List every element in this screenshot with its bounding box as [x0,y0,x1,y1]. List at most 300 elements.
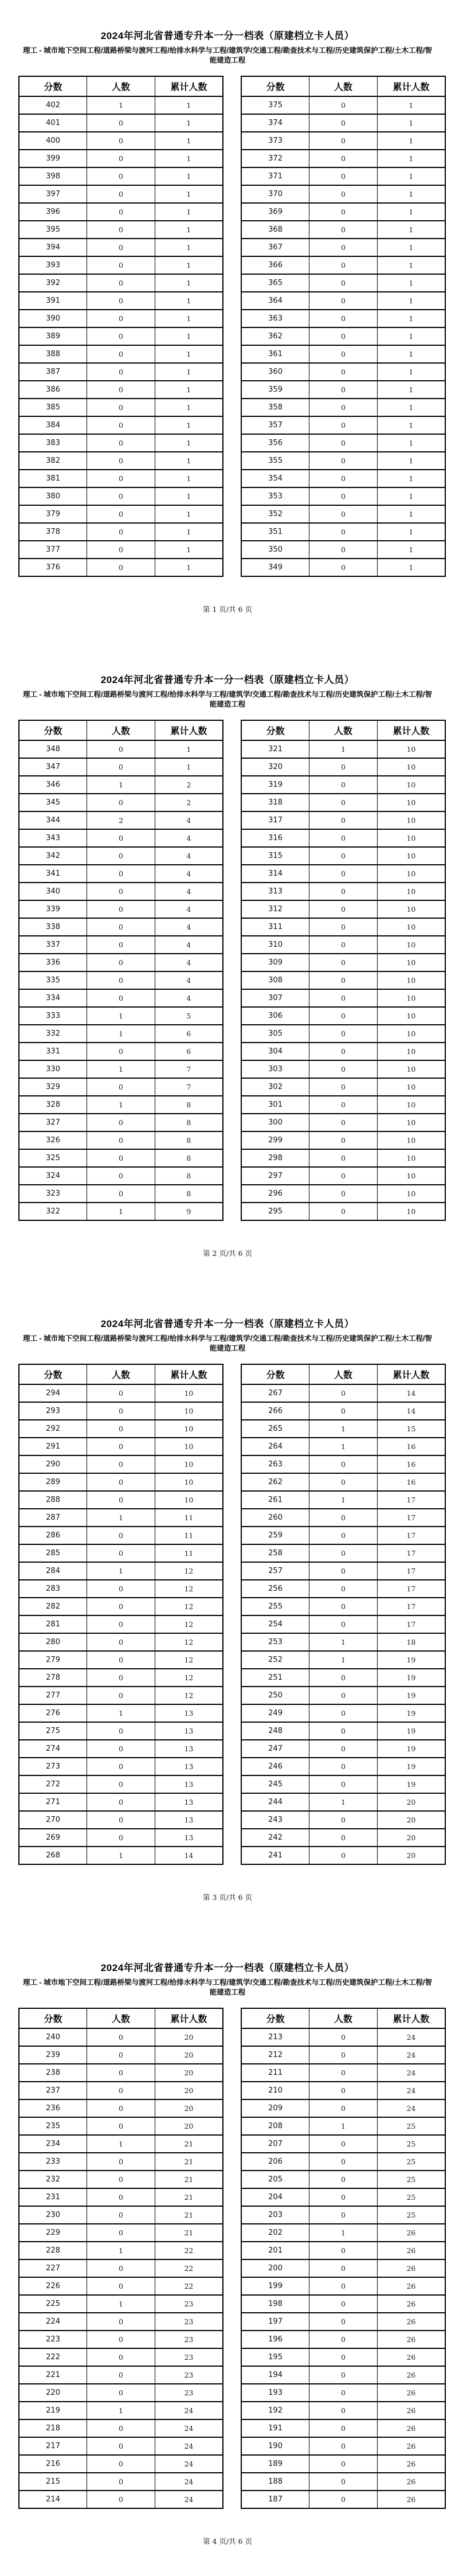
score-cell: 219 [19,2402,87,2419]
table-row [19,416,223,434]
score-cell: 324 [19,1167,87,1185]
cumulative-cell: 21 [155,2224,223,2242]
score-table-left [18,76,223,577]
score-cell: 188 [241,2473,309,2491]
count-cell: 0 [309,310,378,327]
table-row [241,1438,445,1455]
count-cell: 0 [87,918,155,936]
count-cell: 0 [309,1829,378,1847]
score-cell: 266 [241,1402,309,1420]
score-cell: 303 [241,1060,309,1078]
cumulative-cell: 21 [155,2135,223,2153]
count-cell: 0 [309,1687,378,1704]
table-row [241,381,445,399]
cumulative-cell: 1 [155,434,223,452]
table-row [241,132,445,150]
score-table-right [241,1364,446,1865]
count-cell: 0 [87,865,155,883]
table-body [241,96,445,576]
table-row [241,811,445,829]
cumulative-cell: 10 [377,1096,445,1114]
score-cell: 327 [19,1114,87,1131]
table-row [241,1384,445,1402]
table-row [19,1149,223,1167]
table-row [241,2419,445,2437]
cumulative-cell: 1 [377,310,445,327]
table-row [19,1025,223,1043]
score-cell: 237 [19,2082,87,2099]
score-cell: 226 [19,2277,87,2295]
count-cell: 1 [309,2224,378,2242]
score-cell: 221 [19,2366,87,2384]
table-row [241,2224,445,2242]
score-cell: 345 [19,794,87,811]
cumulative-cell: 17 [377,1527,445,1544]
score-cell: 193 [241,2384,309,2402]
table-row [241,256,445,274]
count-cell: 2 [87,811,155,829]
table-row [19,2313,223,2331]
table-row [241,2171,445,2188]
table-row [241,1775,445,1793]
score-cell: 273 [19,1758,87,1775]
count-cell: 0 [309,363,378,381]
count-cell: 1 [87,1562,155,1580]
cumulative-cell: 1 [377,470,445,487]
score-cell: 282 [19,1598,87,1615]
cumulative-cell: 1 [377,239,445,256]
score-cell: 313 [241,883,309,900]
count-cell: 0 [87,900,155,918]
score-cell: 250 [241,1687,309,1704]
table-row [19,1829,223,1847]
table-row [19,203,223,221]
score-cell: 298 [241,1149,309,1167]
cumulative-cell: 23 [155,2366,223,2384]
column-header-score: 分数 [241,1364,309,1384]
column-header-cumulative: 累计人数 [155,2008,223,2028]
count-cell: 0 [87,470,155,487]
count-cell: 0 [87,1580,155,1598]
count-cell: 0 [87,1167,155,1185]
cumulative-cell: 4 [155,936,223,954]
cumulative-cell: 1 [377,345,445,363]
cumulative-cell: 10 [377,829,445,847]
count-cell: 0 [309,1527,378,1544]
table-row [241,1420,445,1438]
count-cell: 1 [309,1793,378,1811]
cumulative-cell: 10 [377,1114,445,1131]
count-cell: 0 [87,2206,155,2224]
cumulative-cell: 1 [377,363,445,381]
table-row [19,1704,223,1722]
count-cell: 0 [309,1096,378,1114]
cumulative-cell: 10 [377,1203,445,1220]
cumulative-cell: 1 [155,256,223,274]
cumulative-cell: 1 [377,114,445,132]
table-row [241,541,445,559]
count-cell: 0 [87,1149,155,1167]
count-cell: 0 [309,2259,378,2277]
cumulative-cell: 14 [377,1384,445,1402]
table-row [241,1509,445,1527]
table-row [19,327,223,345]
table-row [241,185,445,203]
score-cell: 393 [19,256,87,274]
table-row [241,292,445,310]
table-row [241,2491,445,2508]
score-cell: 304 [241,1043,309,1060]
count-cell: 0 [87,541,155,559]
count-cell: 0 [309,847,378,865]
table-row [241,2099,445,2117]
table-row [241,1615,445,1633]
score-cell: 367 [241,239,309,256]
count-cell: 0 [87,1078,155,1096]
score-cell: 370 [241,185,309,203]
count-cell: 0 [87,114,155,132]
count-cell: 0 [309,883,378,900]
score-cell: 387 [19,363,87,381]
cumulative-cell: 10 [377,740,445,758]
table-row [19,1455,223,1473]
cumulative-cell: 26 [377,2242,445,2259]
count-cell: 0 [309,2366,378,2384]
column-header-score: 分数 [241,76,309,96]
table-row [19,2135,223,2153]
cumulative-cell: 18 [377,1633,445,1651]
column-header-count: 人数 [309,720,378,740]
cumulative-cell: 2 [155,794,223,811]
score-cell: 243 [241,1811,309,1829]
score-cell: 297 [241,1167,309,1185]
tables-row [18,76,446,577]
table-row [241,1473,445,1491]
cumulative-cell: 1 [377,292,445,310]
table-row [19,811,223,829]
cumulative-cell: 1 [377,416,445,434]
count-cell: 0 [309,2082,378,2099]
column-header-count: 人数 [87,76,155,96]
count-cell: 0 [87,2366,155,2384]
cumulative-cell: 1 [155,327,223,345]
table-row [241,829,445,847]
table-row [19,2491,223,2508]
count-cell: 0 [87,523,155,541]
score-cell: 374 [241,114,309,132]
tables-row [18,1364,446,1865]
score-cell: 307 [241,989,309,1007]
count-cell: 0 [309,2419,378,2437]
count-cell: 0 [87,203,155,221]
count-cell: 0 [87,1043,155,1060]
table-row [19,1007,223,1025]
table-body [19,740,223,1220]
count-cell: 0 [309,1203,378,1220]
table-row [19,1775,223,1793]
count-cell: 0 [87,2473,155,2491]
table-row [19,239,223,256]
score-cell: 201 [241,2242,309,2259]
table-row [241,1544,445,1562]
score-cell: 352 [241,505,309,523]
score-cell: 364 [241,292,309,310]
count-cell: 0 [87,1651,155,1669]
table-row [241,1455,445,1473]
table-row [241,2153,445,2171]
count-cell: 1 [309,1420,378,1438]
table-row [19,541,223,559]
score-cell: 283 [19,1580,87,1598]
count-cell: 0 [309,470,378,487]
cumulative-cell: 1 [155,132,223,150]
cumulative-cell: 19 [377,1758,445,1775]
score-cell: 191 [241,2419,309,2437]
score-cell: 383 [19,434,87,452]
score-cell: 274 [19,1740,87,1758]
score-cell: 378 [19,523,87,541]
count-cell: 0 [87,221,155,239]
table-row [241,2117,445,2135]
count-cell: 0 [309,1598,378,1615]
count-cell: 0 [87,1687,155,1704]
score-cell: 336 [19,954,87,971]
score-cell: 196 [241,2331,309,2348]
table-row [19,1793,223,1811]
table-row [241,1758,445,1775]
score-cell: 202 [241,2224,309,2242]
cumulative-cell: 8 [155,1167,223,1185]
column-header-cumulative: 累计人数 [377,2008,445,2028]
cumulative-cell: 21 [155,2206,223,2224]
score-cell: 204 [241,2188,309,2206]
cumulative-cell: 10 [155,1491,223,1509]
count-cell: 0 [87,559,155,576]
table-header-row [19,2008,223,2028]
table-row [241,1491,445,1509]
count-cell: 0 [87,794,155,811]
count-cell: 0 [309,114,378,132]
cumulative-cell: 1 [377,132,445,150]
column-header-score: 分数 [19,2008,87,2028]
score-cell: 247 [241,1740,309,1758]
cumulative-cell: 1 [377,452,445,470]
table-row [19,2117,223,2135]
cumulative-cell: 7 [155,1060,223,1078]
table-row [19,1544,223,1562]
table-row [19,1384,223,1402]
count-cell: 0 [309,829,378,847]
count-cell: 0 [87,1384,155,1402]
table-row [19,1740,223,1758]
count-cell: 1 [87,2295,155,2313]
count-cell: 0 [309,132,378,150]
table-row [19,1847,223,1864]
score-cell: 248 [241,1722,309,1740]
table-row [241,470,445,487]
table-row [241,310,445,327]
cumulative-cell: 26 [377,2384,445,2402]
score-cell: 291 [19,1438,87,1455]
count-cell: 0 [87,1811,155,1829]
score-cell: 244 [241,1793,309,1811]
table-row [241,2366,445,2384]
count-cell: 0 [309,256,378,274]
count-cell: 0 [87,167,155,185]
score-cell: 190 [241,2437,309,2455]
score-cell: 258 [241,1544,309,1562]
cumulative-cell: 10 [377,758,445,776]
cumulative-cell: 1 [155,239,223,256]
cumulative-cell: 19 [377,1687,445,1704]
cumulative-cell: 20 [377,1793,445,1811]
cumulative-cell: 13 [155,1740,223,1758]
cumulative-cell: 19 [377,1775,445,1793]
document-page [0,1932,455,2576]
count-cell: 1 [87,1025,155,1043]
score-cell: 256 [241,1580,309,1598]
score-cell: 255 [241,1598,309,1615]
cumulative-cell: 1 [377,541,445,559]
score-cell: 223 [19,2331,87,2348]
score-table-right [241,2008,446,2509]
table-row [241,954,445,971]
cumulative-cell: 4 [155,811,223,829]
cumulative-cell: 11 [155,1527,223,1544]
score-cell: 397 [19,185,87,203]
score-cell: 335 [19,971,87,989]
count-cell: 0 [309,541,378,559]
count-cell: 1 [87,1509,155,1527]
score-cell: 372 [241,150,309,167]
count-cell: 0 [309,2242,378,2259]
score-cell: 308 [241,971,309,989]
count-cell: 0 [87,971,155,989]
cumulative-cell: 13 [155,1758,223,1775]
score-cell: 286 [19,1527,87,1544]
cumulative-cell: 10 [155,1402,223,1420]
score-cell: 346 [19,776,87,794]
score-cell: 236 [19,2099,87,2117]
table-row [241,936,445,954]
table-body [19,96,223,576]
cumulative-cell: 12 [155,1598,223,1615]
score-cell: 195 [241,2348,309,2366]
score-cell: 310 [241,936,309,954]
table-row [19,2384,223,2402]
count-cell: 0 [87,2028,155,2046]
cumulative-cell: 4 [155,918,223,936]
count-cell: 0 [309,2153,378,2171]
count-cell: 0 [87,2331,155,2348]
cumulative-cell: 24 [377,2046,445,2064]
table-row [241,2188,445,2206]
score-cell: 339 [19,900,87,918]
table-row [19,2153,223,2171]
count-cell: 0 [309,2455,378,2473]
table-row [19,2242,223,2259]
count-cell: 0 [87,1114,155,1131]
count-cell: 0 [87,345,155,363]
score-cell: 369 [241,203,309,221]
cumulative-cell: 25 [377,2153,445,2171]
table-header-row [241,1364,445,1384]
score-cell: 242 [241,1829,309,1847]
score-cell: 197 [241,2313,309,2331]
column-header-count: 人数 [87,720,155,740]
table-row [241,2455,445,2473]
score-cell: 355 [241,452,309,470]
table-row [19,167,223,185]
cumulative-cell: 1 [155,363,223,381]
score-cell: 259 [241,1527,309,1544]
count-cell: 0 [87,2384,155,2402]
table-row [241,559,445,576]
page-footer: 第 1 页/共 6 页 [202,605,252,614]
cumulative-cell: 13 [155,1829,223,1847]
table-row [241,794,445,811]
table-header-row [241,720,445,740]
cumulative-cell: 24 [377,2099,445,2117]
score-cell: 213 [241,2028,309,2046]
cumulative-cell: 10 [155,1420,223,1438]
count-cell: 0 [309,1131,378,1149]
table-row [241,1633,445,1651]
column-header-cumulative: 累计人数 [377,76,445,96]
column-header-count: 人数 [309,76,378,96]
table-body [19,2028,223,2508]
score-cell: 394 [19,239,87,256]
cumulative-cell: 6 [155,1043,223,1060]
count-cell: 0 [309,559,378,576]
score-cell: 386 [19,381,87,399]
table-row [19,399,223,416]
table-row [241,740,445,758]
count-cell: 1 [87,1096,155,1114]
table-row [19,452,223,470]
count-cell: 0 [309,1185,378,1203]
count-cell: 0 [87,989,155,1007]
column-header-count: 人数 [87,2008,155,2028]
cumulative-cell: 1 [377,487,445,505]
count-cell: 0 [309,2046,378,2064]
cumulative-cell: 14 [377,1402,445,1420]
count-cell: 0 [87,1775,155,1793]
table-row [19,2064,223,2082]
score-cell: 287 [19,1509,87,1527]
score-cell: 277 [19,1687,87,1704]
table-row [241,203,445,221]
table-row [241,274,445,292]
cumulative-cell: 9 [155,1203,223,1220]
table-row [19,1096,223,1114]
table-row [19,900,223,918]
table-row [241,847,445,865]
table-row [19,1562,223,1580]
table-row [19,256,223,274]
table-row [19,2366,223,2384]
cumulative-cell: 1 [155,292,223,310]
table-header-row [241,76,445,96]
score-cell: 292 [19,1420,87,1438]
score-cell: 187 [241,2491,309,2508]
cumulative-cell: 12 [155,1669,223,1687]
cumulative-cell: 13 [155,1704,223,1722]
table-row [19,1402,223,1420]
table-row [19,865,223,883]
cumulative-cell: 10 [377,847,445,865]
count-cell: 0 [87,883,155,900]
